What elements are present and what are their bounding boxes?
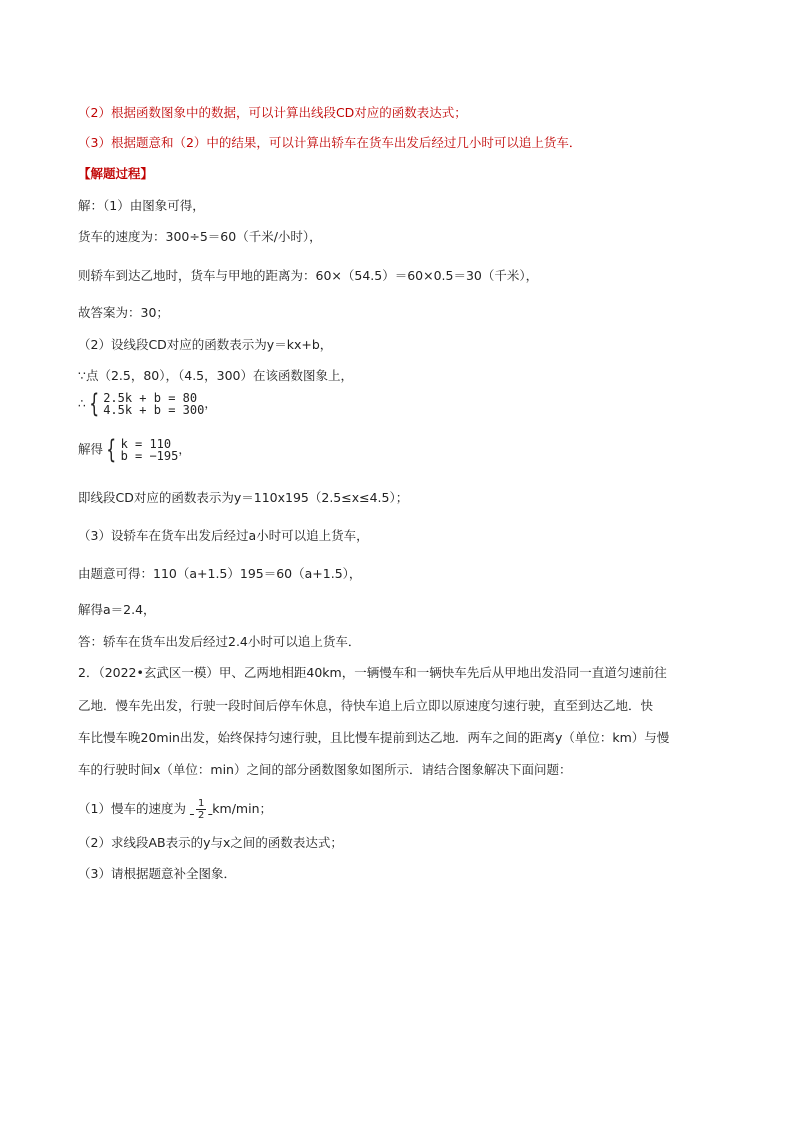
solution-line-5: （2）设线段CD对应的函数表示为y＝kx+b， [78, 337, 333, 352]
system-2-eq-1: k = 110 [120, 437, 172, 451]
equation-system-2 [78, 435, 191, 465]
solution-line-3: 则轿车到达乙地时，货车与甲地的距离为：60×（54.5）＝60×0.5＝30（千米）， [78, 268, 539, 283]
left-brace-icon: { [106, 435, 117, 465]
question-3: （3）请根据题意补全图象． [78, 866, 236, 881]
solution-line-6: ∵点（2.5，80），（4.5，300）在该函数图象上， [78, 368, 353, 383]
answer-fraction [196, 798, 206, 821]
problem-2-line-1: 2．（2022•玄武区一模）甲、乙两地相距40km，一辆慢车和一辆快车先后从甲地出发沿同一直道匀速前往 [78, 665, 667, 680]
fraction-numerator: 1 [197, 798, 205, 809]
system-2-suffix: ， [178, 442, 191, 457]
solution-line-4: 故答案为：30； [78, 305, 169, 320]
hint-line-3: （3）根据题意和（2）中的结果，可以计算出轿车在货车出发后经过几小时可以追上货车． [78, 135, 582, 150]
hint-line-2: （2）根据函数图象中的数据，可以计算出线段CD对应的函数表达式； [78, 105, 467, 120]
question-2: （2）求线段AB表示的y与x之间的函数表达式； [78, 835, 343, 850]
equation-system-1 [78, 389, 217, 419]
system-1-eq-2: 4.5k + b = 300 [103, 403, 205, 417]
answer-blank [190, 798, 212, 821]
system-2-prefix: 解得 [78, 441, 104, 457]
question-1 [78, 798, 272, 821]
system-1-eq-1: 2.5k + b = 80 [103, 391, 198, 405]
solution-line-8: （3）设轿车在货车出发后经过a小时可以追上货车， [78, 528, 369, 543]
section-label: 【解题过程】 [78, 166, 154, 181]
problem-2-line-3: 车比慢车晚20min出发，始终保持匀速行驶，且比慢车提前到达乙地．两车之间的距离y（单位：km）与慢 [78, 730, 670, 745]
fraction-denominator: 2 [197, 810, 205, 821]
solution-line-2: 货车的速度为：300÷5＝60（千米/小时）， [78, 229, 322, 244]
solution-line-10: 解得a＝2.4， [78, 602, 156, 617]
system-2-eq-2: b = −195 [120, 449, 179, 463]
system-1-prefix: ∴ [78, 396, 86, 411]
question-1-prefix: （1）慢车的速度为 [78, 801, 186, 816]
problem-2-line-2: 乙地．慢车先出发，行驶一段时间后停车休息，待快车追上后立即以原速度匀速行驶，直至到达乙地．快 [78, 698, 654, 713]
solution-line-11: 答：轿车在货车出发后经过2.4小时可以追上货车． [78, 634, 361, 649]
system-1-suffix: ， [204, 396, 217, 411]
solution-line-7: 即线段CD对应的函数表示为y＝110x195（2.5≤x≤4.5）； [78, 490, 409, 505]
problem-2-line-4: 车的行驶时间x（单位：min）之间的部分函数图象如图所示．请结合图象解决下面问题： [78, 762, 572, 777]
solution-line-1: 解：（1）由图象可得， [78, 198, 205, 213]
left-brace-icon: { [88, 389, 99, 419]
question-1-suffix: km/min； [212, 801, 272, 816]
solution-line-9: 由题意可得：110（a+1.5）195＝60（a+1.5）， [78, 566, 362, 581]
